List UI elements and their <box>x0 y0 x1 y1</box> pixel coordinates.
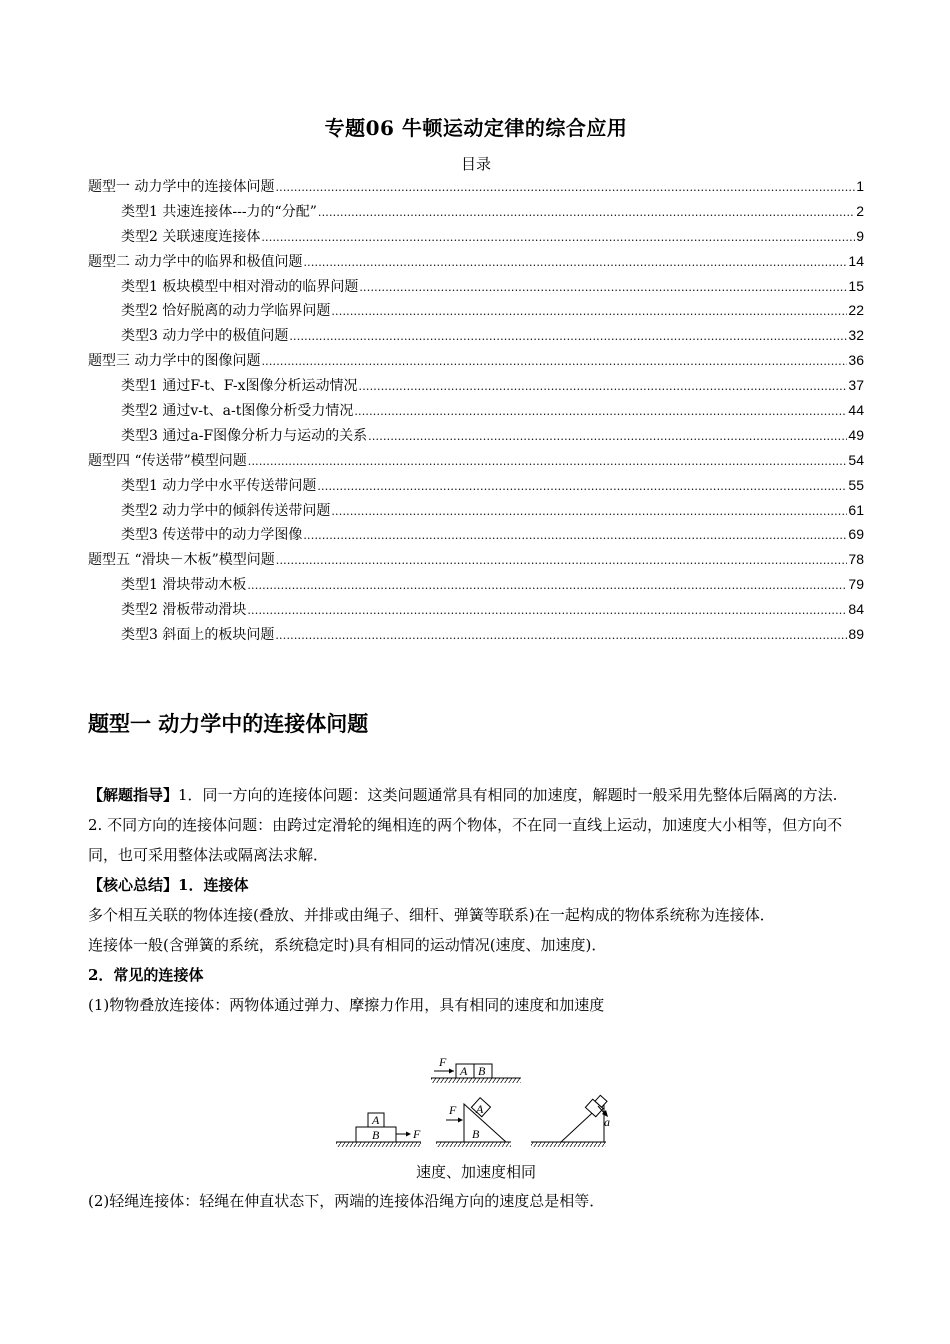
toc-leader-dots <box>359 380 848 393</box>
core-paragraph <box>88 870 864 900</box>
toc-entry-label: 类型3 动力学中的极值问题 <box>121 328 289 345</box>
toc-entry[interactable] <box>88 325 864 350</box>
label-F: F <box>439 1055 447 1069</box>
toc-leader-dots <box>261 231 855 244</box>
label-a: a <box>604 1115 610 1129</box>
toc-entry[interactable] <box>88 549 864 574</box>
section-body <box>88 780 864 1020</box>
toc-entry-page: 37 <box>848 377 864 394</box>
toc-entry-label: 类型1 共速连接体---力的“分配” <box>121 203 317 220</box>
toc-leader-dots <box>318 206 855 219</box>
toc-entry-page: 78 <box>848 551 864 568</box>
stacked-blocks-figure <box>336 1054 636 1154</box>
toc-entry[interactable] <box>88 375 864 400</box>
toc-entry-page: 79 <box>848 576 864 593</box>
wedge-blocks-diagram <box>436 1098 511 1147</box>
toc-entry-page: 22 <box>848 302 864 319</box>
toc-heading: 目录 <box>460 155 491 173</box>
toc-leader-dots <box>247 604 847 617</box>
toc-entry-page: 15 <box>848 277 864 294</box>
figure-caption: 速度、加速度相同 <box>415 1163 536 1181</box>
toc-entry[interactable] <box>88 425 864 450</box>
toc-entry-page: 14 <box>848 252 864 269</box>
toc-entry[interactable] <box>88 599 864 624</box>
toc-entry[interactable] <box>88 226 864 251</box>
incline-blocks-diagram <box>531 1093 610 1147</box>
label-B: B <box>478 1064 486 1078</box>
guide-text-2: 2. 不同方向的连接体问题：由跨过定滑轮的绳相连的两个物体，不在同一直线上运动，加速度大小相等，但方向不同，也可采用整体法或隔离法求解． <box>88 816 843 864</box>
toc-entry-label: 类型3 通过a-F图像分析力与运动的关系 <box>121 427 368 444</box>
toc-entry-page: 44 <box>848 402 864 419</box>
core-text-1: 多个相互关联的物体连接(叠放、并排或由绳子、细杆、弹簧等联系)在一起构成的物体系统称为连接体． <box>88 906 775 924</box>
table-of-contents <box>88 176 864 649</box>
core-label: 【核心总结】 <box>88 876 179 894</box>
toc-entry-page: 49 <box>848 426 864 443</box>
toc-entry-page: 1 <box>856 178 864 194</box>
guide-text-1: 1．同一方向的连接体问题：这类问题通常具有相同的加速度，解题时一般采用先整体后隔离的方法. <box>178 786 838 804</box>
common-heading: 2．常见的连接体 <box>88 966 204 984</box>
toc-entry-label: 类型2 通过v-t、a-t图像分析受力情况 <box>121 403 354 420</box>
toc-leader-dots <box>276 554 848 567</box>
toc-leader-dots <box>359 281 847 294</box>
toc-entry[interactable] <box>88 524 864 549</box>
toc-entry[interactable] <box>88 251 864 276</box>
toc-entry-label: 类型1 滑块带动木板 <box>121 577 247 594</box>
toc-entry-label: 类型2 滑板带动滑块 <box>121 602 247 619</box>
toc-entry-page: 84 <box>848 601 864 618</box>
label-F: F <box>413 1127 421 1141</box>
toc-leader-dots <box>303 256 847 269</box>
toc-entry-label: 题型一 动力学中的连接体问题 <box>88 179 275 195</box>
section-title: 题型一 动力学中的连接体问题 <box>88 711 369 736</box>
toc-entry-label: 类型2 动力学中的倾斜传送带问题 <box>121 502 331 519</box>
toc-entry-label: 类型1 板块模型中相对滑动的临界问题 <box>121 278 359 295</box>
toc-entry[interactable] <box>88 574 864 599</box>
toc-leader-dots <box>317 480 847 493</box>
toc-leader-dots <box>331 505 847 518</box>
toc-leader-dots <box>275 181 855 194</box>
toc-entry-label: 类型2 恰好脱离的动力学临界问题 <box>121 303 331 320</box>
side-by-side-blocks-diagram <box>431 1055 521 1083</box>
core-heading: 1．连接体 <box>178 876 249 894</box>
toc-entry[interactable] <box>88 350 864 375</box>
toc-entry[interactable] <box>88 500 864 525</box>
toc-entry-page: 9 <box>856 227 864 244</box>
item-2: (2)轻绳连接体：轻绳在伸直状态下，两端的连接体沿绳方向的速度总是相等． <box>88 1192 605 1210</box>
toc-entry[interactable] <box>88 176 864 201</box>
toc-entry-label: 题型五 “滑块－木板”模型问题 <box>88 552 275 569</box>
toc-entry[interactable] <box>88 400 864 425</box>
guide-label: 【解题指导】 <box>88 786 179 804</box>
label-A: A <box>372 1113 380 1127</box>
toc-entry-page: 69 <box>848 526 864 543</box>
label-B: B <box>472 1127 480 1141</box>
toc-leader-dots <box>248 455 848 468</box>
stacked-blocks-diagram <box>336 1113 421 1147</box>
toc-leader-dots <box>331 305 847 318</box>
toc-leader-dots <box>261 355 847 368</box>
toc-entry[interactable] <box>88 450 864 475</box>
label-A: A <box>460 1064 468 1078</box>
toc-entry-label: 题型三 动力学中的图像问题 <box>88 353 261 370</box>
toc-entry-label: 题型四 “传送带”模型问题 <box>88 452 247 469</box>
toc-entry-page: 2 <box>856 202 864 219</box>
guide-paragraph <box>88 780 864 810</box>
toc-entry-page: 61 <box>848 501 864 518</box>
label-B: B <box>372 1128 380 1142</box>
toc-leader-dots <box>354 405 847 418</box>
toc-entry-label: 题型二 动力学中的临界和极值问题 <box>88 253 303 270</box>
toc-entry-page: 54 <box>848 451 864 468</box>
toc-entry-page: 55 <box>848 476 864 493</box>
toc-entry-label: 类型3 斜面上的板块问题 <box>121 627 275 644</box>
toc-leader-dots <box>289 330 847 343</box>
label-F: F <box>449 1103 457 1117</box>
toc-entry[interactable] <box>88 276 864 301</box>
toc-entry-page: 89 <box>848 626 864 643</box>
toc-entry[interactable] <box>88 201 864 226</box>
page-title: 专题06 牛顿运动定律的综合应用 <box>324 116 628 140</box>
label-A: A <box>476 1102 484 1116</box>
core-text-2: 连接体一般(含弹簧的系统，系统稳定时)具有相同的运动情况(速度、加速度)． <box>88 936 607 954</box>
toc-leader-dots <box>275 629 847 642</box>
toc-entry-label: 类型2 关联速度连接体 <box>121 228 261 245</box>
toc-entry[interactable] <box>88 475 864 500</box>
toc-entry-label: 类型3 传送带中的动力学图像 <box>121 527 303 544</box>
toc-entry[interactable] <box>88 300 864 325</box>
toc-entry-label: 类型1 动力学中水平传送带问题 <box>121 477 317 494</box>
toc-entry[interactable] <box>88 624 864 649</box>
toc-leader-dots <box>247 579 847 592</box>
toc-entry-page: 36 <box>848 352 864 369</box>
item-1: (1)物物叠放连接体：两物体通过弹力、摩擦力作用，具有相同的速度和加速度 <box>88 996 605 1014</box>
toc-leader-dots <box>368 430 847 443</box>
toc-entry-label: 类型1 通过F-t、F-x图像分析运动情况 <box>121 378 358 395</box>
toc-leader-dots <box>303 529 847 542</box>
toc-entry-page: 32 <box>848 327 864 344</box>
